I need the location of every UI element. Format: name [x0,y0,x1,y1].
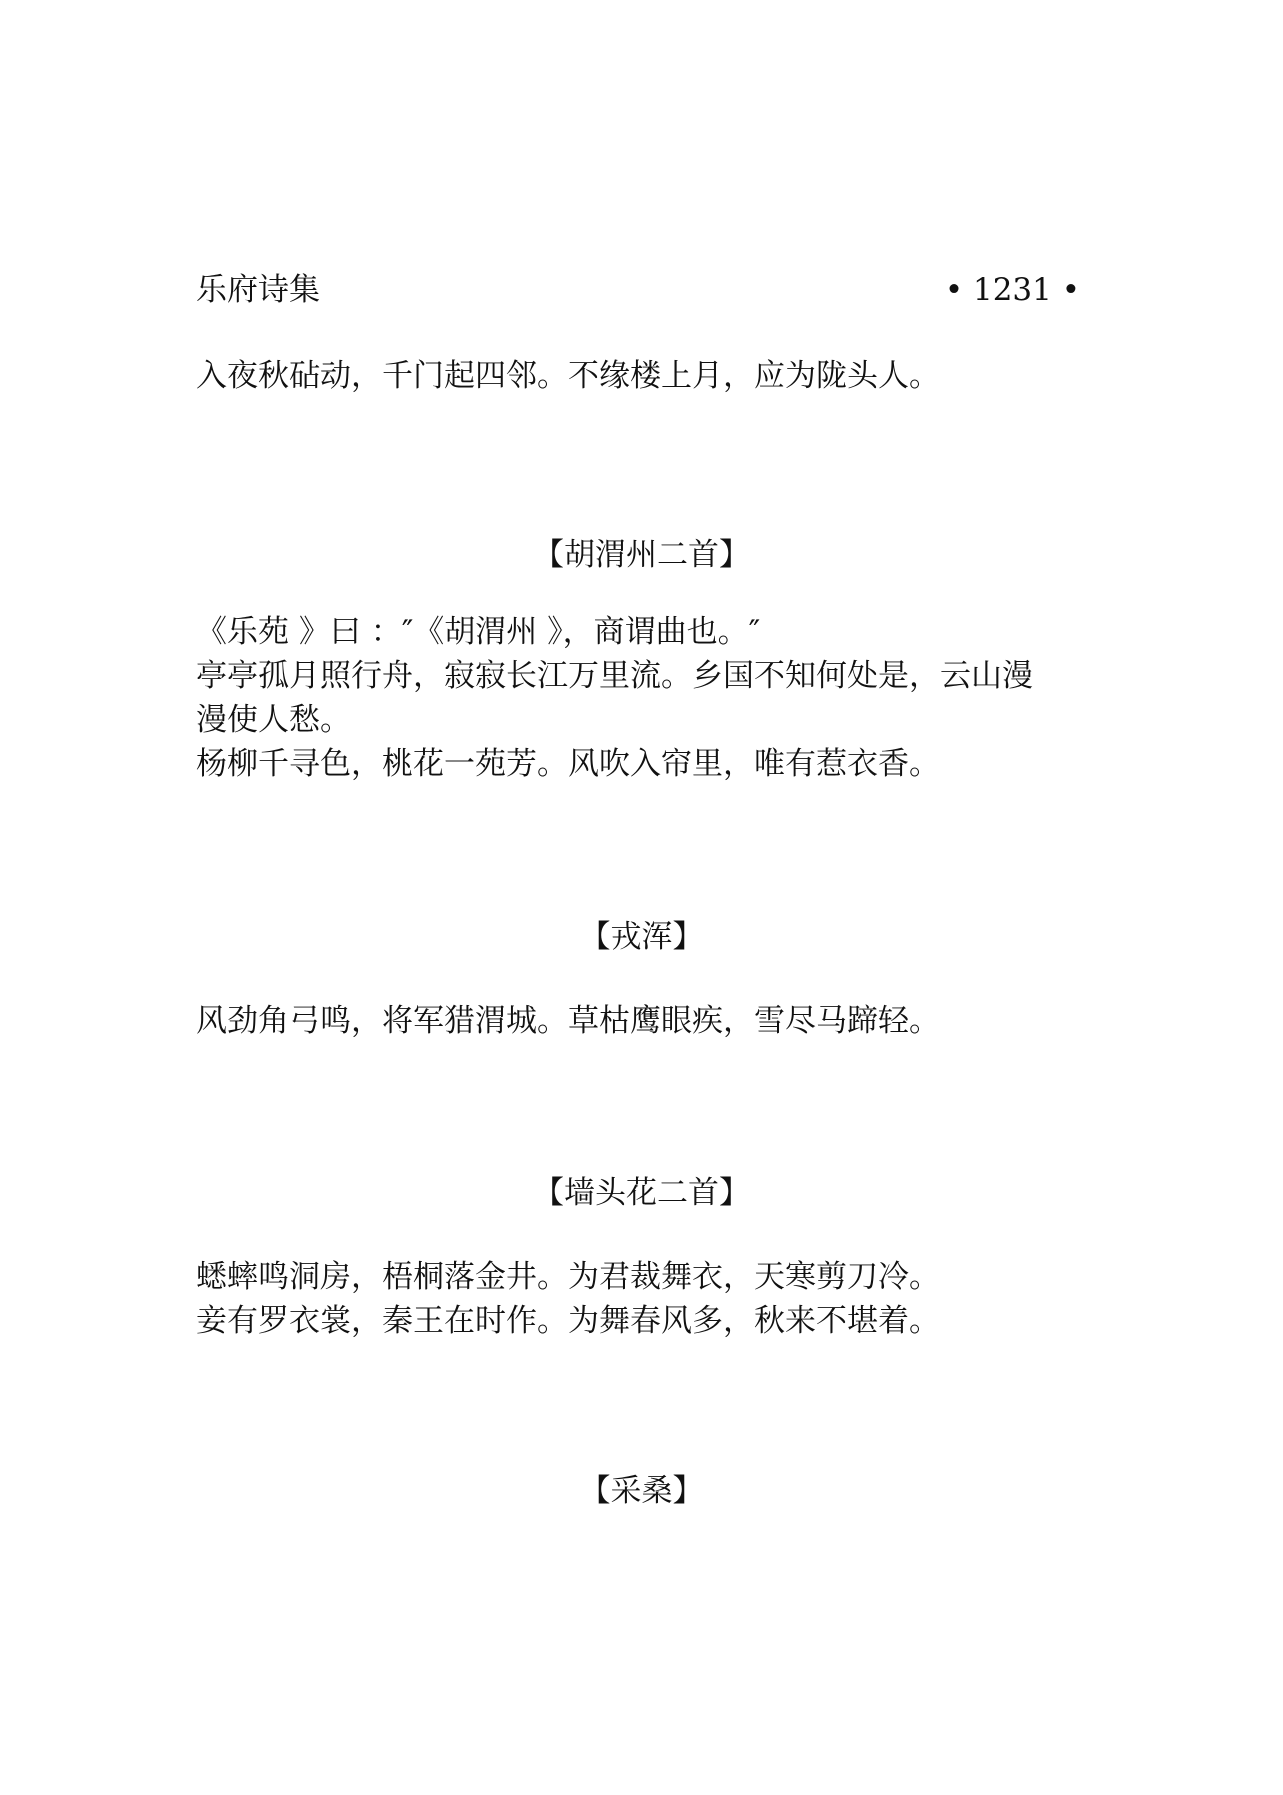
poem-line: 蟋蟀鸣洞房，梧桐落金井。为君裁舞衣，天寒剪刀冷。 [196,1259,940,1295]
running-header [196,268,1080,312]
section-heading: 【胡渭州二首】 [533,537,750,573]
poem-line: 漫使人愁。 [196,702,351,738]
book-title: 乐府诗集 [196,272,320,308]
poem-line: 风劲角弓鸣，将军猎渭城。草枯鹰眼疾，雪尽马蹄轻。 [196,1003,940,1039]
section-heading: 【采桑】 [579,1473,704,1509]
poem-line: 妾有罗衣裳，秦王在时作。为舞春风多，秋来不堪着。 [196,1303,940,1339]
section-heading: 【戎浑】 [579,919,704,955]
poem-line: 入夜秋砧动，千门起四邻。不缘楼上月，应为陇头人。 [196,358,940,394]
source-note: 《乐苑 》曰 ：″《胡渭州 》，商谓曲也。″ [196,614,761,650]
poem-line: 亭亭孤月照行舟，寂寂长江万里流。乡国不知何处是，云山漫 [196,658,1033,694]
poem-line: 杨柳千寻色，桃花一苑芳。风吹入帘里，唯有惹衣香。 [196,746,940,782]
page-number: • 1231 • [944,272,1080,308]
section-heading: 【墙头花二首】 [533,1175,750,1211]
